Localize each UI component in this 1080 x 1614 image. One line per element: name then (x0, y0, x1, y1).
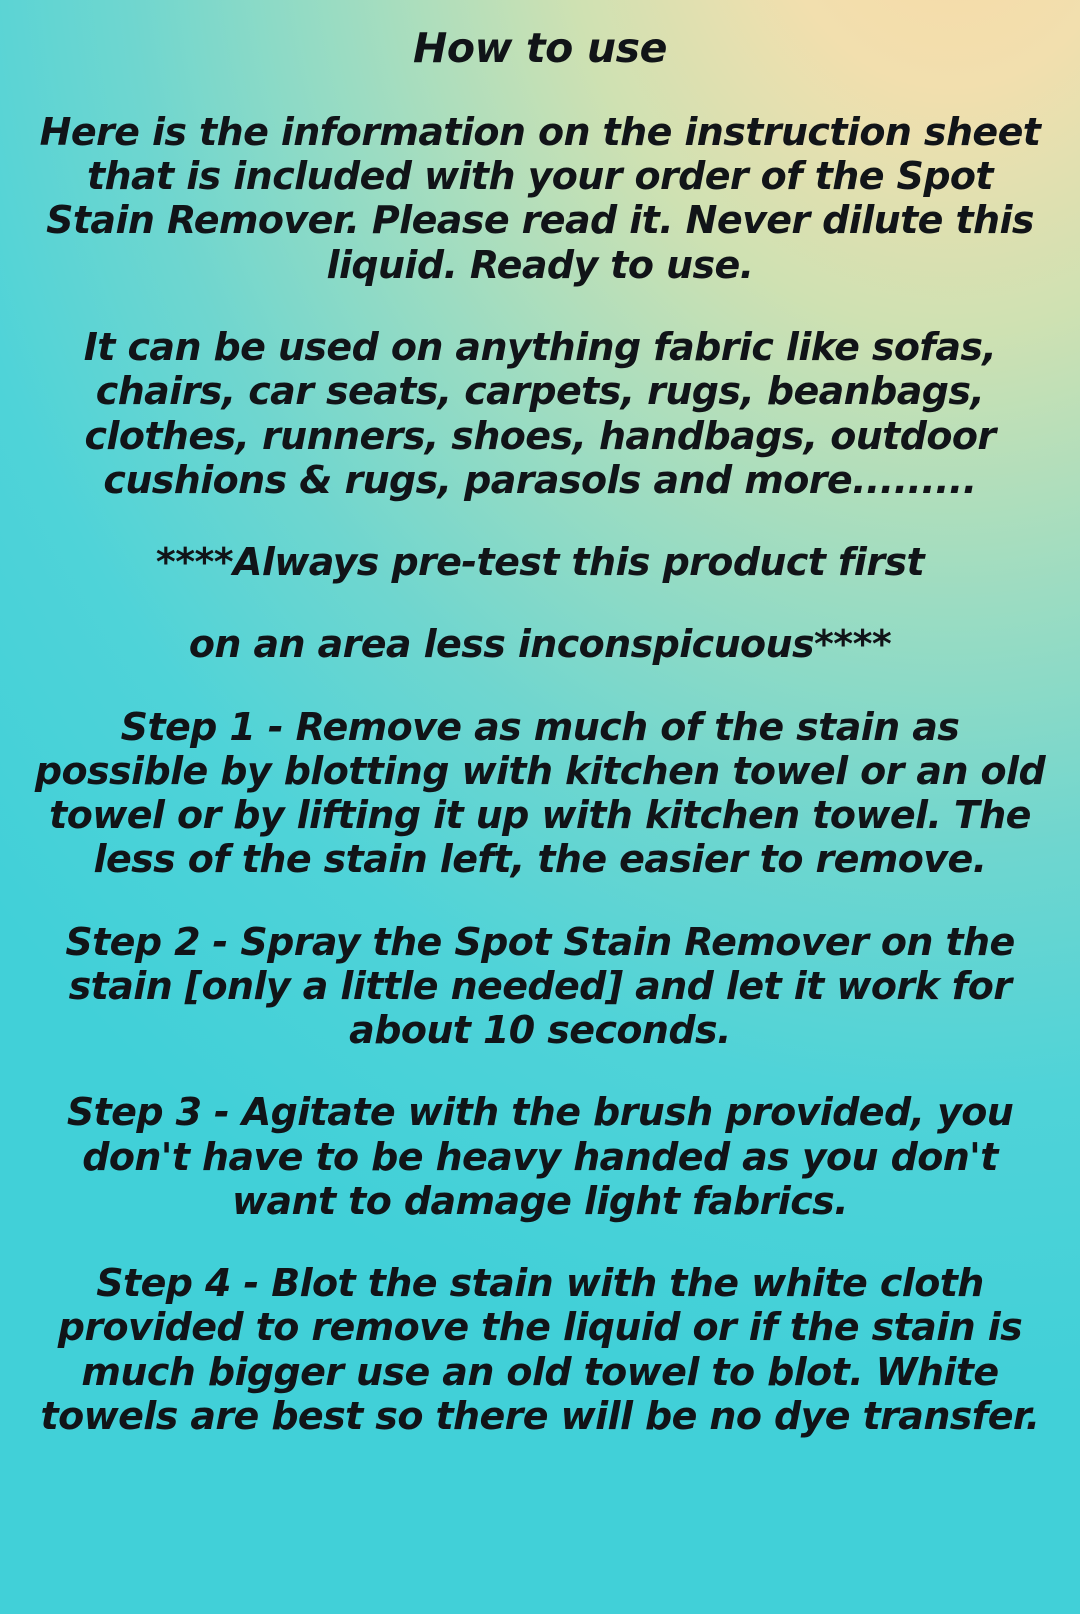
step-4-paragraph: Step 4 - Blot the stain with the white cloth provided to remove the liquid or if the stain is much bigger use an old towel to blot. White towels are best so there will be no dye transfer. (40, 1261, 1040, 1439)
intro-paragraph: Here is the information on the instruction sheet that is included with your order of the Spot Stain Remover. Please read it. Never dilute this liquid. Ready to use. (39, 109, 1041, 287)
step-3-paragraph: Step 3 - Agitate with the brush provided, you don't have to be heavy handed as you don't want to damage light fabrics. (66, 1090, 1014, 1223)
pretest-warning-line-2: on an area less inconspicuous**** (188, 622, 892, 667)
step-1-paragraph: Step 1 - Remove as much of the stain as possible by blotting with kitchen towel or an old towel or by lifting it up with kitchen towel. The less of the stain left, the easier to remove. (34, 704, 1046, 882)
step-2-paragraph: Step 2 - Spray the Spot Stain Remover on the stain [only a little needed] and let it work for about 10 seconds. (65, 919, 1015, 1053)
pretest-warning-line-1: ****Always pre-test this product first (155, 540, 925, 585)
page-title: How to use (412, 24, 668, 72)
instruction-content (30, 26, 1050, 1438)
usage-surfaces-paragraph: It can be used on anything fabric like sofas, chairs, car seats, carpets, rugs, beanbags, clothes, runners, shoes, handbags, outdoor cushions & rugs, parasols and more......... (83, 324, 997, 502)
